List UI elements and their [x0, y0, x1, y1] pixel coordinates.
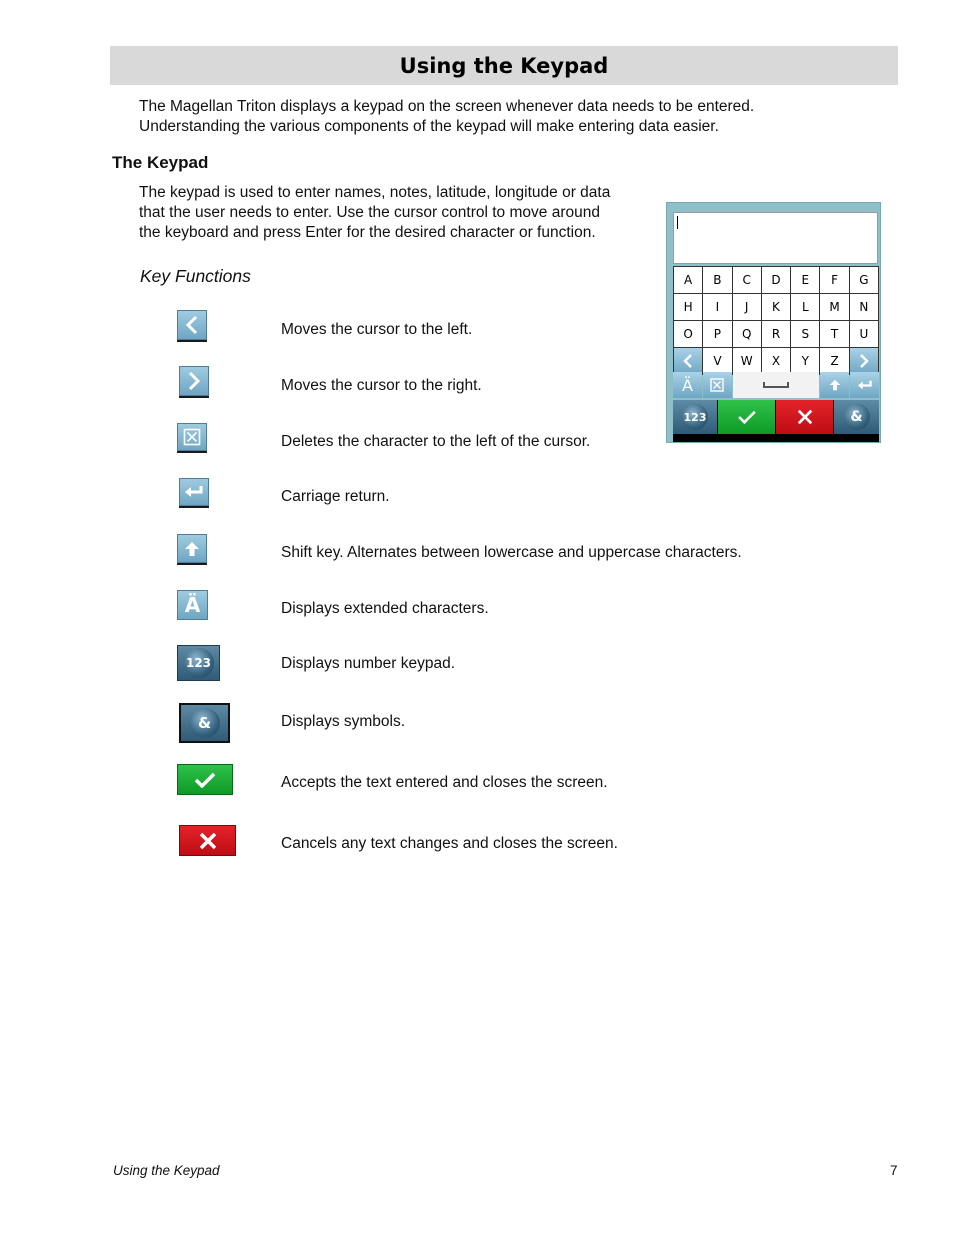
key-function-description: Displays number keypad. — [281, 655, 456, 672]
page-title-bar — [110, 46, 898, 85]
key-function-description: Accepts the text entered and closes the screen. — [281, 774, 608, 791]
key-function-row-numbers — [0, 645, 954, 685]
keypad-letter-grid — [673, 266, 879, 375]
shift-icon — [177, 534, 207, 563]
key-function-row-symbols — [0, 703, 954, 743]
keypad-key: B — [703, 267, 731, 293]
key-function-description: Deletes the character to the left of the cursor. — [281, 433, 591, 450]
keypad-symbols-icon — [834, 400, 879, 434]
accept-check-icon — [177, 764, 233, 795]
right-arrow-icon — [179, 366, 209, 396]
key-function-row-accept — [0, 764, 954, 804]
keypad-key: S — [791, 321, 819, 347]
keypad-key: H — [674, 294, 702, 320]
section-heading: The Keypad — [112, 153, 209, 172]
keypad-cancel-icon — [776, 400, 833, 434]
keypad-key: T — [820, 321, 848, 347]
key-function-row-shift — [0, 534, 954, 574]
keypad-illustration — [666, 202, 881, 443]
keypad-delete-icon — [703, 372, 732, 398]
footer-section-title: Using the Keypad — [113, 1163, 220, 1178]
keypad-key: J — [733, 294, 761, 320]
keypad-bottom-bar — [673, 434, 879, 442]
intro-line: Understanding the various components of the keypad will make entering data easier. — [139, 118, 719, 135]
extended-characters-glyph: Ä — [184, 593, 201, 617]
text-cursor — [677, 216, 678, 229]
page-number: 7 — [890, 1163, 898, 1178]
keypad-key: Q — [733, 321, 761, 347]
keypad-key: X — [762, 348, 790, 374]
key-function-row-cancel — [0, 825, 954, 865]
carriage-return-icon — [179, 478, 209, 506]
keypad-function-row — [673, 372, 879, 398]
delete-icon — [177, 423, 207, 451]
keypad-numbers-glyph: 123 — [682, 404, 708, 430]
keypad-key: M — [820, 294, 848, 320]
intro-line: The Magellan Triton displays a keypad on the screen whenever data needs to be entered. — [139, 98, 755, 115]
symbols-glyph: & — [190, 708, 220, 738]
keypad-key: D — [762, 267, 790, 293]
keypad-key: V — [703, 348, 731, 374]
symbols-icon — [179, 703, 230, 743]
keypad-accept-icon — [718, 400, 775, 434]
keypad-key: R — [762, 321, 790, 347]
page-title: Using the Keypad — [399, 53, 609, 78]
keypad-space-bar — [733, 372, 820, 398]
keypad-symbols-glyph: & — [844, 404, 870, 430]
keypad-key: O — [674, 321, 702, 347]
keypad-key: P — [703, 321, 731, 347]
key-function-row-return — [0, 478, 954, 518]
key-function-description: Carriage return. — [281, 488, 390, 505]
section-line: The keypad is used to enter names, notes, latitude, longitude or data — [139, 184, 611, 201]
extended-characters-icon — [177, 590, 208, 620]
intro-paragraph — [139, 97, 839, 137]
section-paragraph — [139, 183, 654, 243]
keypad-text-display — [673, 212, 878, 264]
keypad-action-row — [673, 400, 879, 434]
key-function-description: Displays symbols. — [281, 713, 406, 730]
key-function-description: Moves the cursor to the right. — [281, 377, 482, 394]
keypad-key: W — [733, 348, 761, 374]
key-function-description: Displays extended characters. — [281, 600, 489, 617]
key-function-row-extended — [0, 590, 954, 630]
key-functions-subheading: Key Functions — [140, 266, 251, 286]
keypad-key: Z — [820, 348, 848, 374]
key-function-description: Moves the cursor to the left. — [281, 321, 473, 338]
number-keypad-glyph: 123 — [184, 648, 214, 678]
keypad-key: A — [674, 267, 702, 293]
keypad-key: C — [733, 267, 761, 293]
keypad-key: N — [850, 294, 878, 320]
keypad-key: I — [703, 294, 731, 320]
keypad-key: E — [791, 267, 819, 293]
keypad-shift-icon — [820, 372, 849, 398]
keypad-key: Y — [791, 348, 819, 374]
keypad-key: U — [850, 321, 878, 347]
section-line: that the user needs to enter. Use the cursor control to move around — [139, 204, 600, 221]
keypad-key: F — [820, 267, 848, 293]
keypad-left-arrow-icon — [674, 348, 702, 374]
section-line: the keyboard and press Enter for the desired character or function. — [139, 224, 596, 241]
keypad-right-arrow-icon — [850, 348, 878, 374]
keypad-key: G — [850, 267, 878, 293]
keypad-return-icon — [850, 372, 879, 398]
number-keypad-icon — [177, 645, 220, 681]
cancel-x-icon — [179, 825, 236, 856]
keypad-numbers-icon — [673, 400, 717, 434]
left-arrow-icon — [177, 310, 207, 340]
keypad-key: L — [791, 294, 819, 320]
key-function-description: Shift key. Alternates between lowercase and uppercase characters. — [281, 544, 742, 561]
key-function-description: Cancels any text changes and closes the screen. — [281, 835, 618, 852]
keypad-key: K — [762, 294, 790, 320]
keypad-extended-icon: Ä — [673, 372, 702, 398]
